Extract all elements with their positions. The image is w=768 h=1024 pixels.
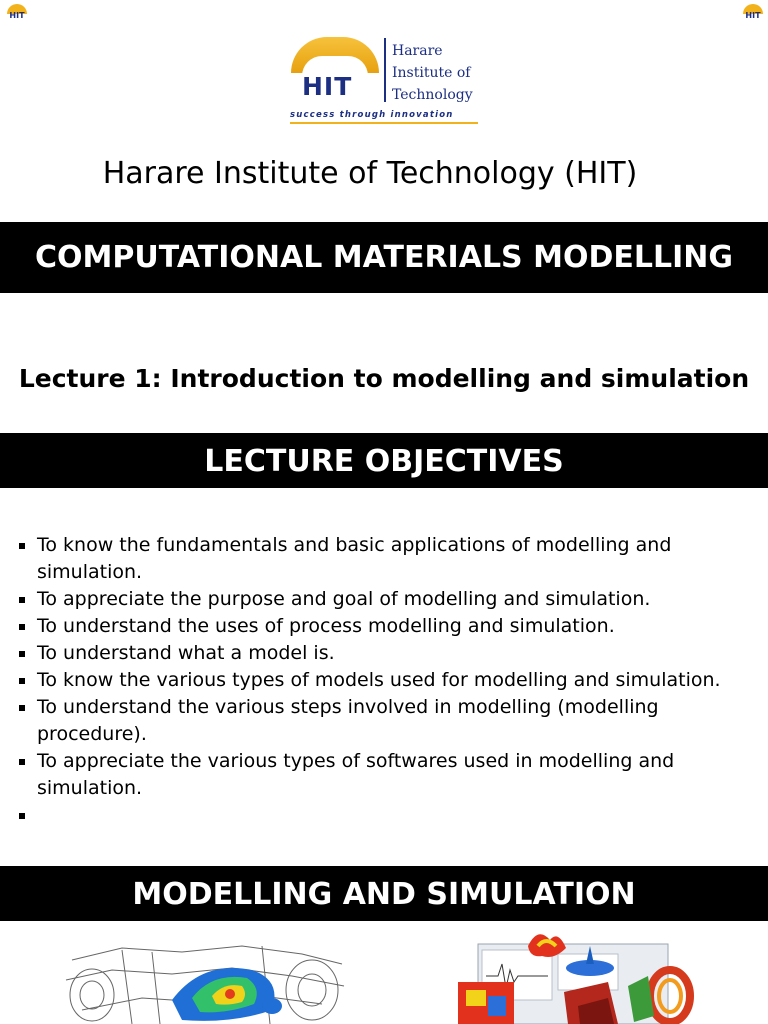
logo-name: Harare Institute of Technology (392, 43, 473, 103)
objectives-list (18, 532, 738, 829)
lecture-title: Lecture 1: Introduction to modelling and simulation (18, 364, 750, 393)
list-item: To know the fundamentals and basic applications of modelling and simulation. (18, 532, 738, 586)
institution-title: Harare Institute of Technology (HIT) (102, 156, 638, 191)
list-item: To appreciate the purpose and goal of modelling and simulation. (18, 586, 738, 613)
hit-logo: HIT Harare Institute of Technology success through innovation (288, 34, 480, 126)
list-item (18, 802, 738, 829)
modelling-heading: MODELLING AND SIMULATION (0, 866, 768, 921)
corner-logo-left: HIT (4, 2, 30, 20)
course-title-bar: COMPUTATIONAL MATERIALS MODELLING (0, 222, 768, 293)
simulation-software-image (458, 926, 694, 1024)
logo-tagline: success through innovation (290, 110, 454, 120)
list-item: To know the various types of models used for modelling and simulation. (18, 667, 738, 694)
list-item: To understand what a model is. (18, 640, 738, 667)
objectives-heading: LECTURE OBJECTIVES (0, 433, 768, 488)
corner-logo-right: HIT (740, 2, 766, 20)
list-item: To appreciate the various types of softwares used in modelling and simulation. (18, 748, 738, 802)
cad-engine-image (62, 940, 346, 1024)
list-item: To understand the uses of process modelling and simulation. (18, 613, 738, 640)
list-item: To understand the various steps involved in modelling (modelling procedure). (18, 694, 738, 748)
